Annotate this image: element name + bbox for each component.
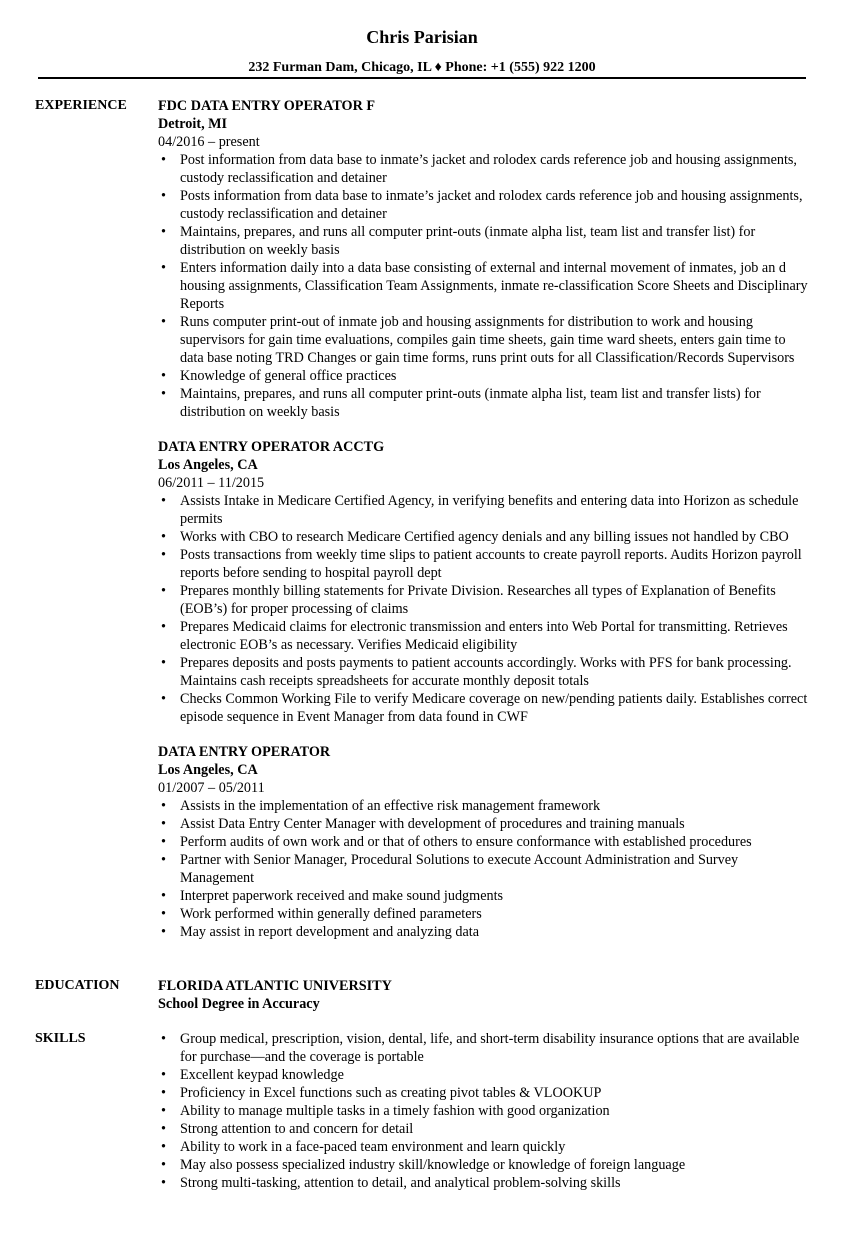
skill-item: • Strong multi-tasking, attention to detail, and analytical problem-solving skills [158,1174,808,1192]
bullet-item: • Assist Data Entry Center Manager with development of procedures and training manuals [158,815,808,833]
job-dates: 06/2011 – 11/2015 [158,475,265,491]
job-title: DATA ENTRY OPERATOR [158,744,331,760]
experience-section [0,97,860,941]
skill-item: • Proficiency in Excel functions such as creating pivot tables & VLOOKUP [158,1084,808,1102]
bullet-item: • Assists in the implementation of an effective risk management framework [158,797,808,815]
candidate-name: Chris Parisian [366,27,478,47]
bullet-item: • Posts information from data base to inmate’s jacket and rolodex cards reference job and housing assignments, custody reclassification and detainer [158,187,808,223]
bullet-item: • Maintains, prepares, and runs all computer print-outs (inmate alpha list, team list and transfer list) for distribution on weekly basis [158,223,808,259]
bullet-item: • May assist in report development and analyzing data [158,923,808,941]
bullet-item: • Prepares Medicaid claims for electronic transmission and enters into Web Portal for transmitting. Retrieves electronic EOB’s as necessary. Verifies Medicaid eligibility [158,618,808,654]
skills-heading: SKILLS [35,1031,86,1046]
education-heading: EDUCATION [35,978,120,993]
resume-content [0,97,860,1192]
experience-list [158,97,808,941]
job-dates: 04/2016 – present [158,134,260,150]
bullet-item: • Posts transactions from weekly time slips to patient accounts to create payroll reports. Audits Horizon payroll reports before sending to hospital payroll dept [158,546,808,582]
job-entry [158,743,808,941]
bullet-item: • Knowledge of general office practices [158,367,808,385]
job-entry [158,97,808,421]
job-bullets [158,797,808,941]
skill-item: • Group medical, prescription, vision, dental, life, and short-term disability insurance options that are available for purchase—and the coverage is portable [158,1030,808,1066]
bullet-item: • Partner with Senior Manager, Procedural Solutions to execute Account Administration and Survey Management [158,851,808,887]
bullet-item: • Checks Common Working File to verify Medicare coverage on new/pending patients daily. Establishes correct episode sequence in Event Manager from data found in CWF [158,690,808,726]
skill-item: • Strong attention to and concern for detail [158,1120,808,1138]
skill-item: • Excellent keypad knowledge [158,1066,808,1084]
skills-section [0,1030,860,1192]
contact-line: 232 Furman Dam, Chicago, IL ♦ Phone: +1 (555) 922 1200 [248,60,596,75]
skill-item: • Ability to work in a face-paced team environment and learn quickly [158,1138,808,1156]
school-name: FLORIDA ATLANTIC UNIVERSITY [158,978,392,994]
degree-name: School Degree in Accuracy [158,996,320,1012]
job-bullets [158,151,808,421]
skills-list [158,1030,808,1192]
job-bullets [158,492,808,726]
job-location: Detroit, MI [158,116,228,132]
skill-item: • Ability to manage multiple tasks in a timely fashion with good organization [158,1102,808,1120]
bullet-item: • Prepares monthly billing statements for Private Division. Researches all types of Explanation of Benefits (EOB’s) for proper processing of claims [158,582,808,618]
experience-heading: EXPERIENCE [35,98,127,113]
bullet-item: • Assists Intake in Medicare Certified Agency, in verifying benefits and entering data into Horizon as schedule permits [158,492,808,528]
education-section [0,977,860,1013]
bullet-item: • Post information from data base to inmate’s jacket and rolodex cards reference job and housing assignments, custody reclassification and detainer [158,151,808,187]
bullet-item: • Runs computer print-out of inmate job and housing assignments for distribution to work and housing supervisors for gain time evaluations, compiles gain time sheets, gain time ward sheets, enters gain time to data base noting TRD Changes or gain time forms, runs print outs for all Classification/Records Supervisors [158,313,808,367]
bullet-item: • Prepares deposits and posts payments to patient accounts accordingly. Works with PFS for bank processing. Maintains cash receipts spreadsheets for accurate monthly deposit totals [158,654,808,690]
bullet-item: • Maintains, prepares, and runs all computer print-outs (inmate alpha list, team list and transfer lists) for distribution on weekly basis [158,385,808,421]
header-divider [38,77,806,79]
bullet-item: • Works with CBO to research Medicare Certified agency denials and any billing issues not handled by CBO [158,528,808,546]
job-title: DATA ENTRY OPERATOR ACCTG [158,439,385,455]
job-location: Los Angeles, CA [158,457,258,473]
bullet-item: • Work performed within generally defined parameters [158,905,808,923]
job-dates: 01/2007 – 05/2011 [158,780,265,796]
job-location: Los Angeles, CA [158,762,258,778]
job-entry [158,438,808,726]
bullet-item: • Perform audits of own work and or that of others to ensure conformance with established procedures [158,833,808,851]
job-title: FDC DATA ENTRY OPERATOR F [158,98,376,114]
bullet-item: • Enters information daily into a data base consisting of external and internal movement of inmates, job an d housing assignments, Classification Team Assignments, inmate re-classification Score Sheets and Disciplinary Reports [158,259,808,313]
skill-item: • May also possess specialized industry skill/knowledge or knowledge of foreign language [158,1156,808,1174]
bullet-item: • Interpret paperwork received and make sound judgments [158,887,808,905]
